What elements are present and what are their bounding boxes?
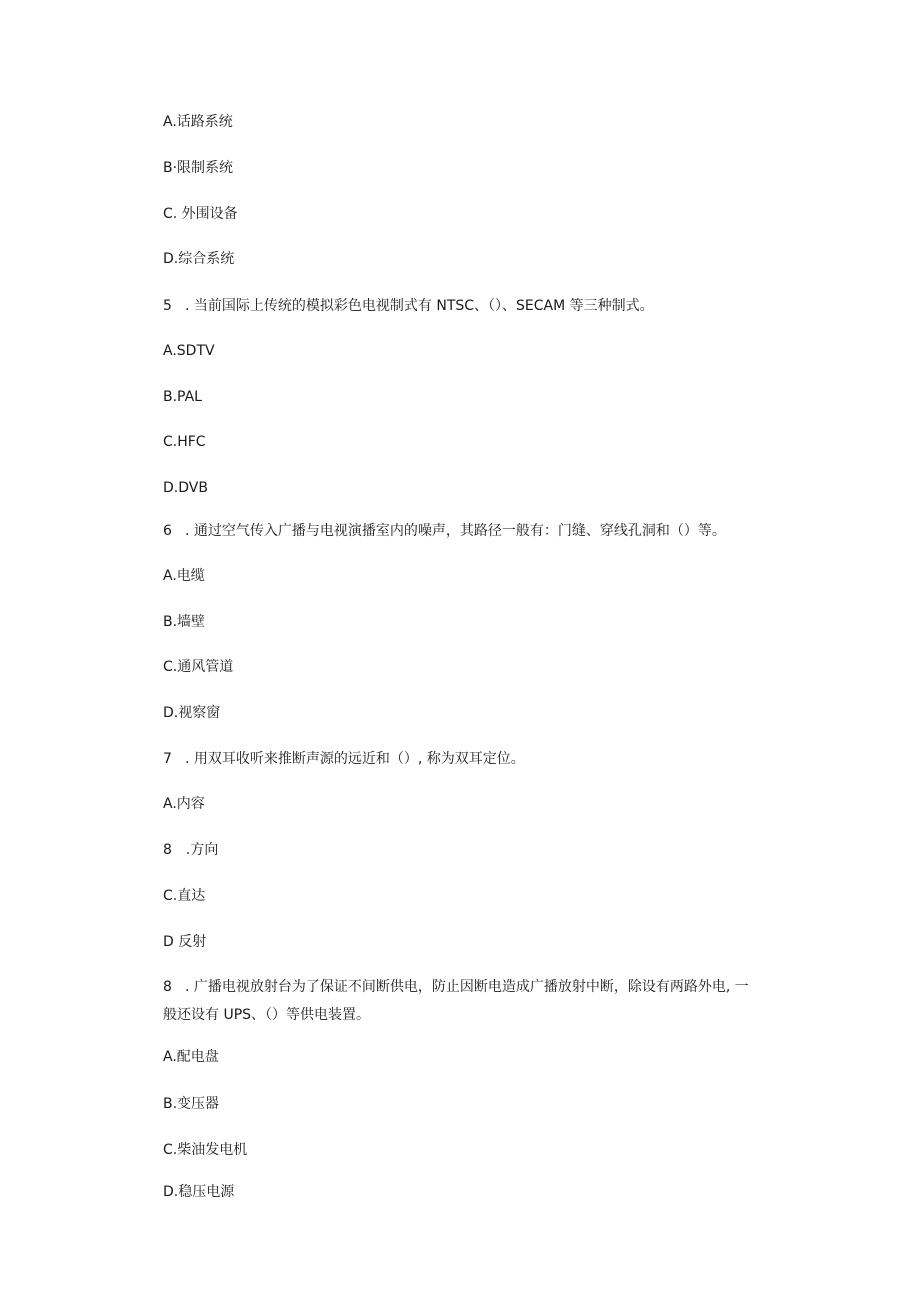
q5-stem	[163, 297, 654, 315]
q8-option-a: A.配电盘	[163, 1049, 219, 1065]
q4-option-c: C. 外围设备	[163, 206, 238, 222]
q7-option-a: A.内容	[163, 796, 205, 812]
q8-option-b: B.变压器	[163, 1096, 220, 1112]
q6-option-a: A.电缆	[163, 568, 205, 584]
q7-option-d: D 反射	[163, 934, 207, 950]
q7-number: 7	[163, 751, 172, 767]
q7-option-c: C.直达	[163, 888, 206, 904]
q4-option-a: A.话路系统	[163, 114, 233, 130]
q5-option-d: D.DVB	[163, 480, 208, 496]
q7-option-b: 8 .方向	[163, 842, 219, 858]
q6-stem	[163, 522, 726, 540]
q8-number: 8	[163, 979, 172, 995]
q6-option-c: C.通风管道	[163, 659, 234, 675]
q5-option-b: B.PAL	[163, 389, 202, 405]
q5-option-a: A.SDTV	[163, 343, 215, 359]
q5-text: . 当前国际上传统的模拟彩色电视制式有 NTSC、（）、SECAM 等三种制式。	[185, 298, 654, 314]
q8-text-line2: 般还设有 UPS、（）等供电装置。	[163, 1007, 371, 1023]
q4-option-d: D.综合系统	[163, 251, 235, 267]
q7-stem	[163, 750, 525, 768]
q6-number: 6	[163, 523, 172, 539]
q8-text-line1: . 广播电视放射台为了保证不间断供电，防止因断电造成广播放射中断，除设有两路外电, 一	[185, 979, 749, 995]
q5-option-c: C.HFC	[163, 434, 206, 450]
q8-option-d: D.稳压电源	[163, 1184, 235, 1200]
q8-stem	[163, 978, 783, 1024]
q8-option-c: C.柴油发电机	[163, 1142, 248, 1158]
q4-option-b: B·限制系统	[163, 160, 234, 176]
q5-number: 5	[163, 298, 172, 314]
q6-option-b: B.墙壁	[163, 614, 206, 630]
q6-option-d: D.视察窗	[163, 705, 221, 721]
q6-text: . 通过空气传入广播与电视演播室内的噪声，其路径一般有：门缝、穿线孔洞和（）等。	[185, 523, 726, 539]
q7-text: . 用双耳收听来推断声源的远近和（）, 称为双耳定位。	[185, 751, 525, 767]
